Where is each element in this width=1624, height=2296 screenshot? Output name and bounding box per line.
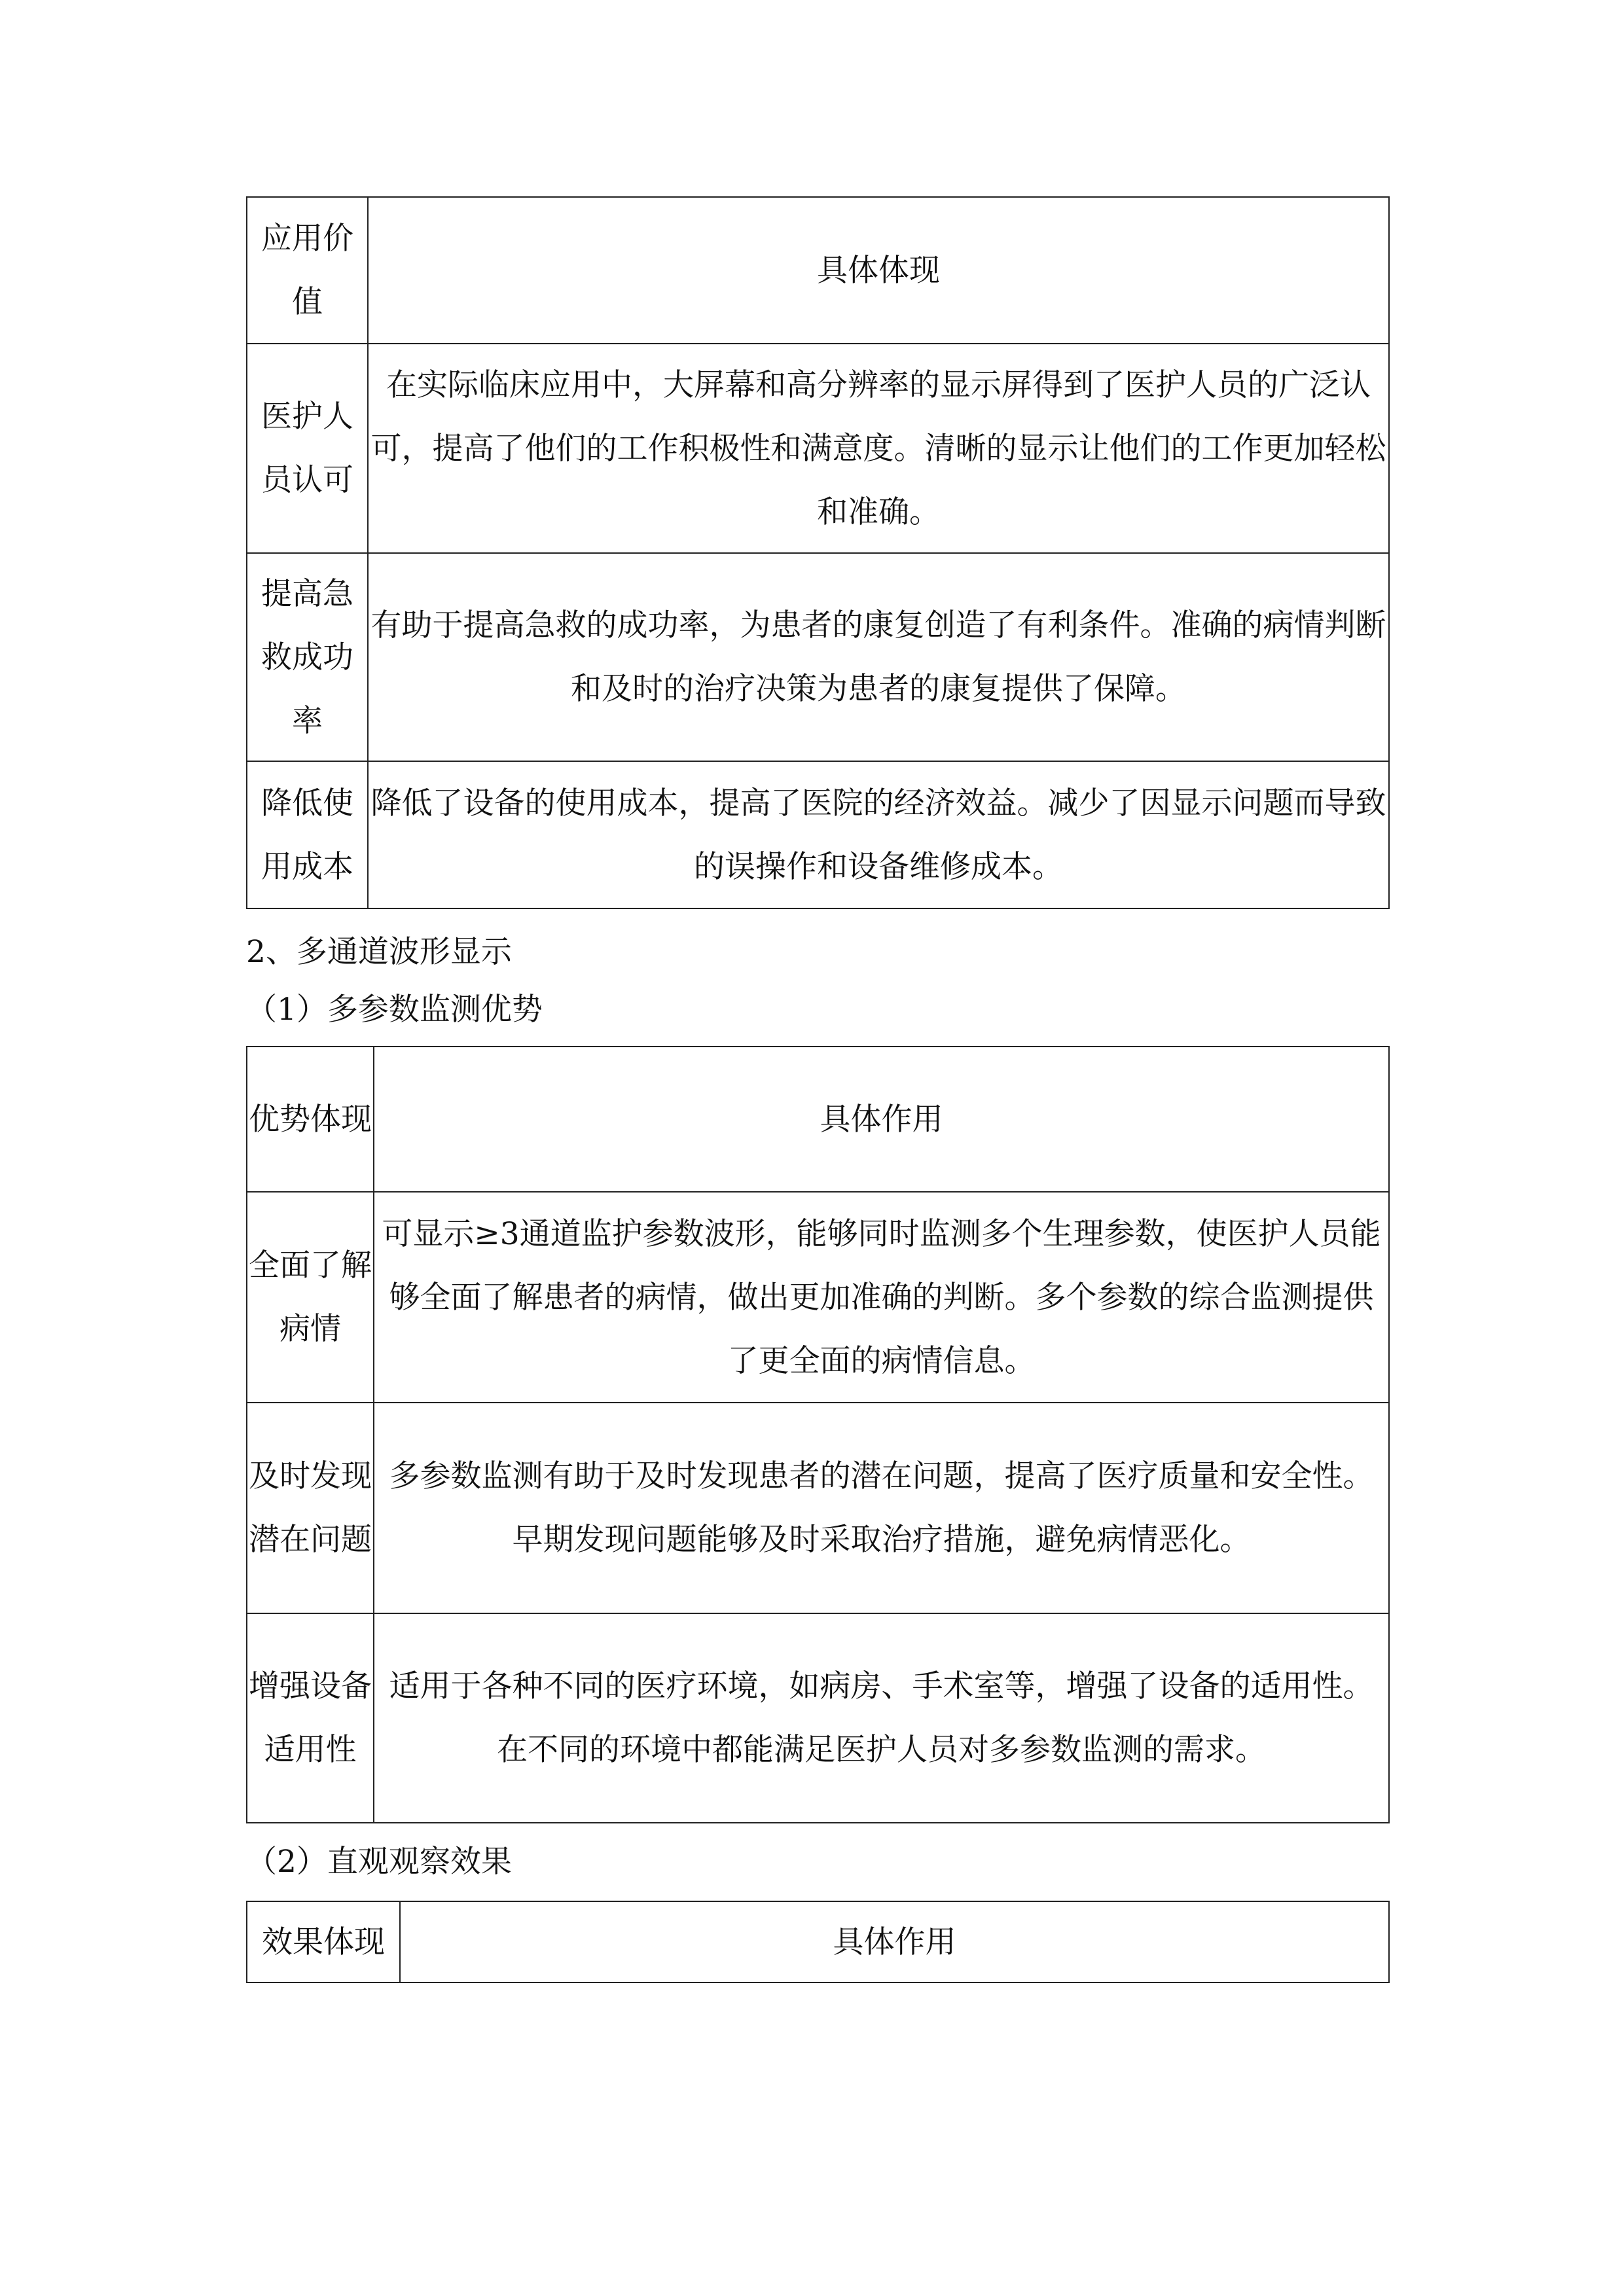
table-row <box>247 761 1389 908</box>
header-content-cell: 具体作用 <box>374 1047 1389 1192</box>
table-header-row <box>247 1047 1389 1192</box>
row-content-cell: 在实际临床应用中，大屏幕和高分辨率的显示屏得到了医护人员的广泛认可，提高了他们的工作积极性和满意度。清晰的显示让他们的工作更加轻松和准确。 <box>368 344 1389 553</box>
subsection-heading: （2）直观观察效果 <box>246 1844 512 1880</box>
row-content-cell: 有助于提高急救的成功率，为患者的康复创造了有利条件。准确的病情判断和及时的治疗决策为患者的康复提供了保障。 <box>368 553 1389 761</box>
table-row <box>247 1192 1389 1403</box>
row-content-cell: 降低了设备的使用成本，提高了医院的经济效益。减少了因显示问题而导致的误操作和设备维修成本。 <box>368 761 1389 908</box>
header-label-cell: 应用价值 <box>247 197 368 344</box>
header-label-cell: 优势体现 <box>247 1047 374 1192</box>
table-row <box>247 1403 1389 1613</box>
table-header-row <box>247 197 1389 344</box>
row-label-cell: 增强设备适用性 <box>247 1613 374 1823</box>
row-label-cell: 降低使用成本 <box>247 761 368 908</box>
subsection-heading: （1）多参数监测优势 <box>246 992 543 1028</box>
visual-observation-table <box>246 1901 1390 1983</box>
row-content-cell: 可显示≥3通道监护参数波形，能够同时监测多个生理参数，使医护人员能够全面了解患者的病情，做出更加准确的判断。多个参数的综合监测提供了更全面的病情信息。 <box>374 1192 1389 1403</box>
table-row <box>247 1613 1389 1823</box>
multi-parameter-advantage-table <box>246 1046 1390 1823</box>
table-row <box>247 553 1389 761</box>
row-label-cell: 全面了解病情 <box>247 1192 374 1403</box>
section-heading: 2、多通道波形显示 <box>246 934 512 970</box>
row-content-cell: 适用于各种不同的医疗环境，如病房、手术室等，增强了设备的适用性。在不同的环境中都能满足医护人员对多参数监测的需求。 <box>374 1613 1389 1823</box>
row-label-cell: 提高急救成功率 <box>247 553 368 761</box>
header-label-cell: 效果体现 <box>247 1901 400 1982</box>
row-label-cell: 医护人员认可 <box>247 344 368 553</box>
application-value-table <box>246 196 1390 909</box>
row-content-cell: 多参数监测有助于及时发现患者的潜在问题，提高了医疗质量和安全性。早期发现问题能够及时采取治疗措施，避免病情恶化。 <box>374 1403 1389 1613</box>
table-row <box>247 344 1389 553</box>
header-content-cell: 具体体现 <box>368 197 1389 344</box>
table-header-row <box>247 1901 1389 1982</box>
row-label-cell: 及时发现潜在问题 <box>247 1403 374 1613</box>
header-content-cell: 具体作用 <box>400 1901 1389 1982</box>
